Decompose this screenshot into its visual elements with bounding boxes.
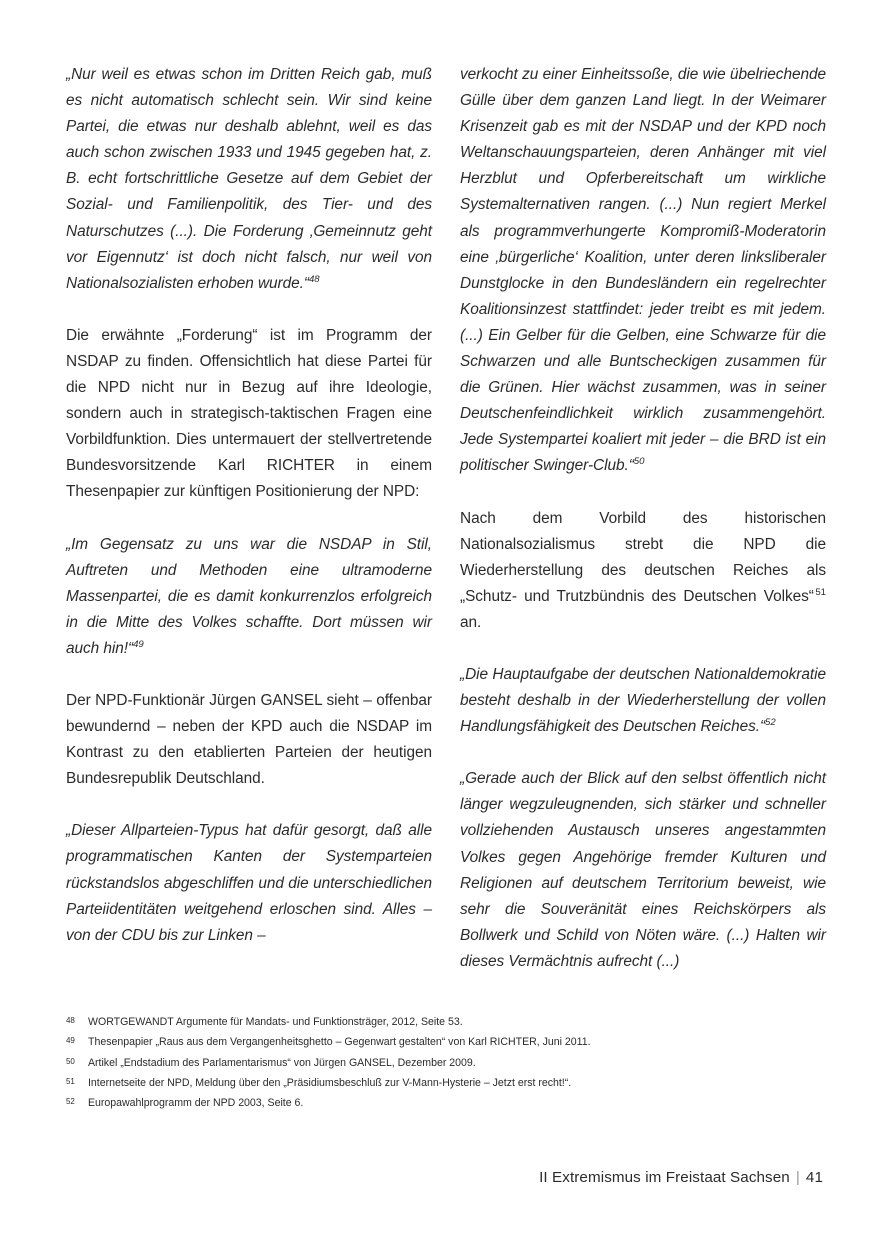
blockquote xyxy=(66,62,432,297)
footer-separator: | xyxy=(795,1169,800,1186)
paragraph-text: Die erwähnte „Forderung“ ist im Programm der NSDAP zu finden. Offensichtlich hat diese Partei für die NPD nicht nur in Bezug auf ihre Ideologie, sondern auch in strategisch-taktischen Fragen eine Vorbildfunktion. Dies untermauert der stellvertretende Bundesvorsitzende Karl RICHTER in einem Thesenpapier zur künftigen Positionierung der NPD: xyxy=(66,326,432,501)
footnote-reference: 48 xyxy=(308,273,320,285)
paragraph-text: „Die Hauptaufgabe der deutschen Nationaldemokratie besteht deshalb in der Wiederherstellung der vollen Handlungsfähigkeit des Deutschen Reiches.“ xyxy=(460,665,826,736)
footnote-list xyxy=(66,1012,823,1113)
paragraph-text: „Gerade auch der Blick auf den selbst öffentlich nicht länger wegzuleugnenden, sich stärker und schneller vollziehenden Austausch unseres angestammten Volkes gegen Angehörige fremder Kulturen und Religionen auf deutschem Territorium beweist, wie sehr die Souveränität eines Reichskörpers als Bollwerk und Schild von Nöten wäre. (...) Halten wir dieses Vermächtnis aufrecht (...) xyxy=(460,770,826,970)
body-paragraph xyxy=(460,506,826,636)
footnote-text: Europawahlprogramm der NPD 2003, Seite 6. xyxy=(88,1097,304,1110)
page-footer xyxy=(539,1168,823,1188)
footnote-item xyxy=(66,1093,823,1113)
blockquote-continuation xyxy=(460,62,826,480)
footnote-text: Thesenpapier „Raus aus dem Vergangenheitsghetto – Gegenwart gestalten“ von Karl RICHTER, Juni 2011. xyxy=(88,1036,591,1049)
blockquote xyxy=(460,766,826,975)
footnote-item xyxy=(66,1012,823,1032)
footnote-text: WORTGEWANDT Argumente für Mandats- und Funktionsträger, 2012, Seite 53. xyxy=(88,1016,463,1028)
footnote-item xyxy=(66,1032,823,1052)
footnote-number: 50 xyxy=(66,1056,75,1066)
footnote-number: 48 xyxy=(66,1016,75,1025)
page-number: 41 xyxy=(805,1169,823,1186)
blockquote xyxy=(66,532,432,662)
footnote-number: 51 xyxy=(66,1076,75,1086)
footer-title: II Extremismus im Freistaat Sachsen xyxy=(539,1169,790,1186)
footnote-text: Internetseite der NPD, Meldung über den „Präsidiumsbeschluß zur V-Mann-Hysterie – Jetzt erst recht!“. xyxy=(88,1076,572,1089)
footnote-item xyxy=(66,1073,823,1093)
body-paragraph xyxy=(66,688,432,792)
body-paragraph xyxy=(66,323,432,506)
footnote-item xyxy=(66,1053,823,1073)
footnote-reference: 51 xyxy=(815,586,826,598)
paragraph-text: Nach dem Vorbild des historischen Nationalsozialismus strebt die NPD die Wiederherstellung des deutschen Reiches als „Schutz- und Trutzbündnis des Deutschen Volkes“ xyxy=(460,509,826,605)
footnote-number: 49 xyxy=(66,1036,75,1046)
footnote-number: 52 xyxy=(66,1097,75,1107)
paragraph-text: „Dieser Allparteien-Typus hat dafür gesorgt, daß alle programmatischen Kanten der Systemparteien rückstandslos abgeschliffen und die unterschiedlichen Parteiidentitäten weitgehend erloschen sind. Alles – von der CDU bis zur Linken – xyxy=(66,822,432,944)
right-column xyxy=(460,62,826,992)
paragraph-text: „Im Gegensatz zu uns war die NSDAP in Stil, Auftreten und Methoden eine ultramoderne Massenpartei, die es damit konkurrenzlos erfolgreich in die Mitte des Volkes schaffte. Dort müssen wir auch hin!“ xyxy=(66,535,432,657)
footnote-text: Artikel „Endstadium des Parlamentarismus“ von Jürgen GANSEL, Dezember 2009. xyxy=(88,1056,476,1069)
footnote-reference: 50 xyxy=(633,456,645,468)
footnote-reference: 49 xyxy=(133,638,144,650)
blockquote-continued xyxy=(66,818,432,948)
text-body xyxy=(66,62,826,992)
paragraph-text: Der NPD-Funktionär Jürgen GANSEL sieht – offenbar bewundernd – neben der KPD auch die NSDAP im Kontrast zu den etablierten Parteien der heutigen Bundesrepublik Deutschland. xyxy=(66,691,432,788)
paragraph-text-tail: an. xyxy=(460,613,482,631)
paragraph-text: „Nur weil es etwas schon im Dritten Reich gab, muß es nicht automatisch schlecht sein. Wir sind keine Partei, die etwas nur deshalb ablehnt, weil es das auch schon zwischen 1933 und 1945 gegeben hat, z. B. echt fortschrittliche Gesetze auf dem Gebiet der Sozial- und Familienpolitik, des Tier- und des Naturschutzes (...). Die Forderung ‚Gemeinnutz geht vor Eigennutz‘ ist doch nicht falsch, nur weil von Nationalsozialisten erhoben wurde.“ xyxy=(66,66,432,292)
paragraph-text: verkocht zu einer Einheitssoße, die wie übelriechende Gülle über dem ganzen Land liegt. In der Weimarer Krisenzeit gab es mit der NSDAP und der KPD noch Weltanschauungsparteien, deren Anhänger mit viel Herzblut und Opferbereitschaft um wirkliche Systemalternativen rangen. (...) Nun regiert Merkel als programmverhungerte Kompromiß-Moderatorin eine ‚bürgerliche‘ Koalition, unter deren linksliberaler Dunstglocke in den Bundesländern ein regelrechter Koalitionsinzest stattfindet: jeder treibt es mit jedem. (...) Ein Gelber für die Gelben, eine Schwarze für die Schwarzen und alle Buntscheckigen zusammen für die Grünen. Hier wächst zusammen, was in seiner Deutschenfeindlichkeit wirklich zusammengehört. Jede Systempartei koaliert mit jeder – die BRD ist ein politischer Swinger-Club.“ xyxy=(460,66,826,475)
blockquote xyxy=(460,662,826,740)
left-column xyxy=(66,62,432,992)
footnote-reference: 52 xyxy=(765,717,776,729)
